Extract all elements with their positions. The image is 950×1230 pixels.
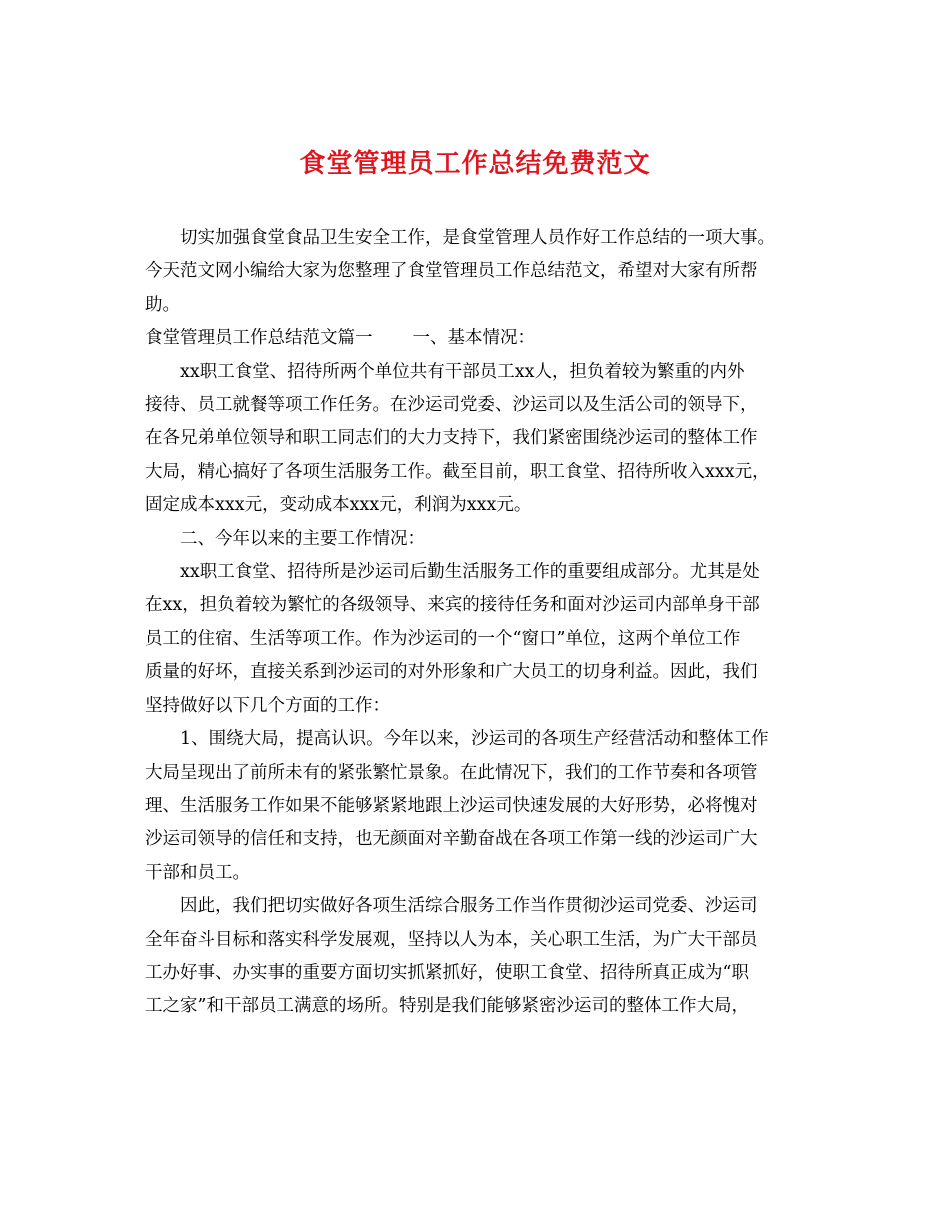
section-1-heading: 一、基本情况： (412, 328, 535, 349)
text-line: 1、围绕大局，提高认识。今年以来，沙运司的各项生产经营活动和整体工作 (180, 729, 769, 750)
text-line: 接待、员工就餐等项工作任务。在沙运司党委、沙运司以及生活公司的领导下， (145, 395, 758, 416)
text-line: 在各兄弟单位领导和职工同志们的大力支持下，我们紧密围绕沙运司的整体工作 (145, 428, 758, 449)
text-line: 全年奋斗目标和落实科学发展观，坚持以人为本，关心职工生活，为广大干部员 (145, 929, 758, 950)
text-line: 在xx，担负着较为繁忙的各级领导、来宾的接待任务和面对沙运司内部单身干部 (145, 595, 760, 616)
text-line: 今天范文网小编给大家为您整理了食堂管理员工作总结范文，希望对大家有所帮 (145, 261, 758, 282)
text-line: 大局呈现出了前所未有的紧张繁忙景象。在此情况下，我们的工作节奏和各项管 (145, 762, 758, 783)
document-title: 食堂管理员工作总结免费范文 (299, 149, 651, 179)
text-line: 大局，精心搞好了各项生活服务工作。截至目前，职工食堂、招待所收入xxx元， (145, 461, 770, 482)
text-line: 质量的好坏，直接关系到沙运司的对外形象和广大员工的切身利益。因此，我们 (145, 662, 758, 683)
section-2-heading-paragraph (145, 523, 810, 556)
text-line: 工办好事、办实事的重要方面切实抓紧抓好，使职工食堂、招待所真正成为“职 (145, 962, 749, 983)
text-line: xx职工食堂、招待所是沙运司后勤生活服务工作的重要组成部分。尤其是处 (180, 562, 760, 583)
section-heading-line (145, 322, 810, 355)
article-heading: 食堂管理员工作总结范文篇一 (145, 328, 373, 349)
heading-line-wrap (145, 322, 810, 355)
text-line: 固定成本xxx元，变动成本xxx元，利润为xxx元。 (145, 495, 532, 516)
section-2-heading: 二、今年以来的主要工作情况： (180, 528, 425, 549)
text-line: 因此，我们把切实做好各项生活综合服务工作当作贯彻沙运司党委、沙运司 (180, 896, 758, 917)
text-line: 理、生活服务工作如果不能够紧紧地跟上沙运司快速发展的大好形势，必将愧对 (145, 795, 758, 816)
paragraph-main-work (145, 556, 810, 723)
text-line: 员工的住宿、生活等项工作。作为沙运司的一个“窗口”单位，这两个单位工作 (145, 628, 741, 649)
text-line: 坚持做好以下几个方面的工作： (145, 695, 390, 716)
text-line: 干部和员工。 (145, 862, 250, 883)
text-line: 切实加强食堂食品卫生安全工作，是食堂管理人员作好工作总结的一项大事。 (180, 228, 775, 248)
paragraph-therefore (145, 890, 810, 1024)
paragraph-basic-info (145, 356, 810, 523)
text-line: 助。 (145, 294, 180, 315)
document-body (145, 222, 810, 1024)
text-line: 沙运司领导的信任和支持，也无颜面对辛勤奋战在各项工作第一线的沙运司广大 (145, 829, 758, 850)
intro-paragraph (145, 222, 810, 322)
paragraph-point-1 (145, 723, 810, 890)
text-line: 工之家”和干部员工满意的场所。特别是我们能够紧密沙运司的整体工作大局， (145, 996, 749, 1017)
text-line: xx职工食堂、招待所两个单位共有干部员工xx人，担负着较为繁重的内外 (180, 361, 745, 382)
